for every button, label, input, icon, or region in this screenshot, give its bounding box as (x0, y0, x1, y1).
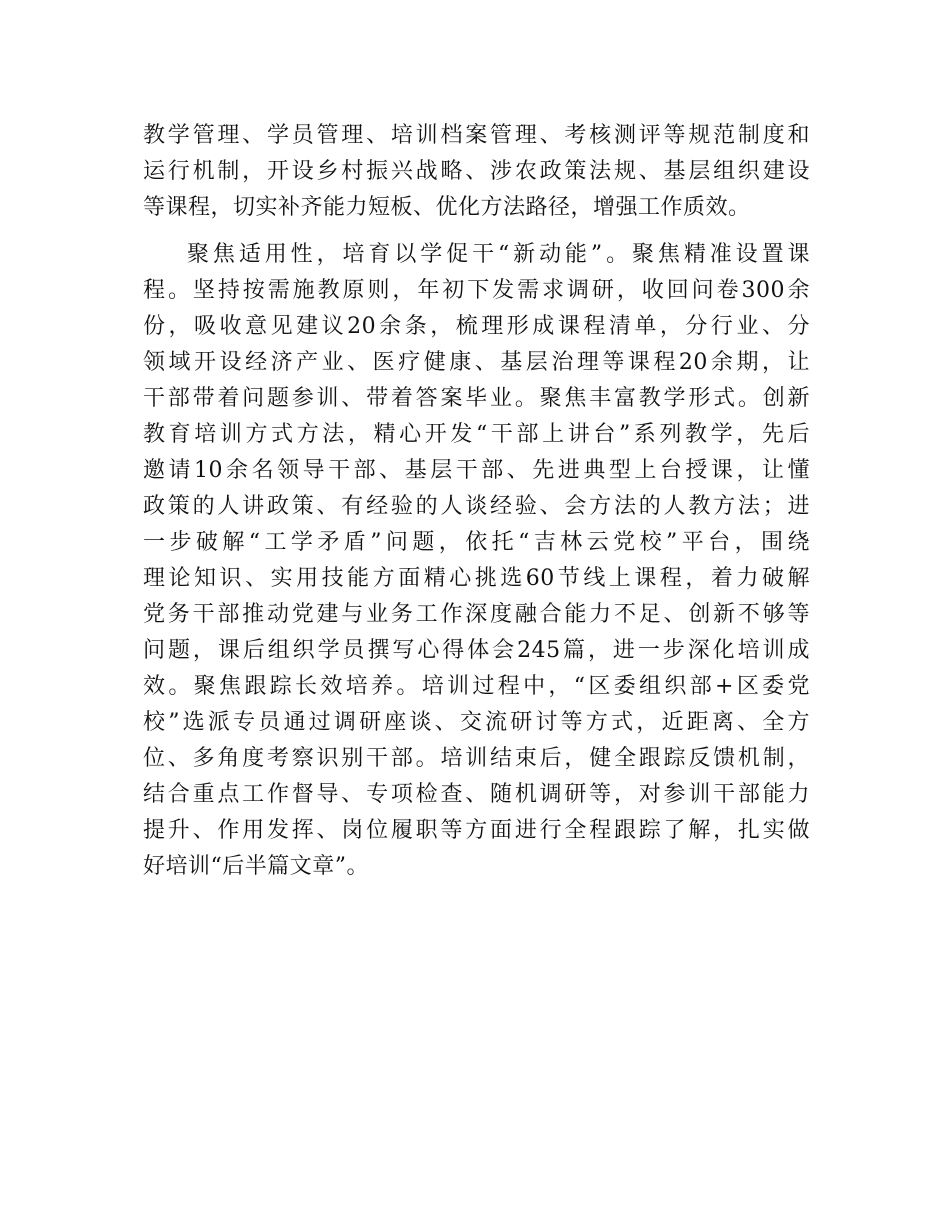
paragraph-line: 份，吸收意见建议20余条，梳理形成课程清单，分行业、分 (143, 314, 810, 339)
paragraph-line: 问题，课后组织学员撰写心得体会245篇，进一步深化培训成 (143, 638, 810, 663)
paragraph-2 (143, 237, 810, 885)
paragraph-line: 领域开设经济产业、医疗健康、基层治理等课程20余期，让 (143, 350, 810, 375)
paragraph-line: 干部带着问题参训、带着答案毕业。聚焦丰富教学形式。创新 (143, 386, 810, 411)
paragraph-line: 好培训“后半篇文章”。 (143, 854, 369, 879)
paragraph-line: 效。聚焦跟踪长效培养。培训过程中，“区委组织部+区委党 (143, 674, 810, 699)
paragraph-line: 等课程，切实补齐能力短板、优化方法路径，增强工作质效。 (143, 195, 751, 220)
paragraph-line: 位、多角度考察识别干部。培训结束后，健全跟踪反馈机制， (143, 746, 810, 771)
paragraph-line: 结合重点工作督导、专项检查、随机调研等，对参训干部能力 (143, 782, 810, 807)
paragraph-line: 运行机制，开设乡村振兴战略、涉农政策法规、基层组织建设 (143, 159, 810, 184)
paragraph-1 (143, 118, 810, 226)
paragraph-line: 政策的人讲政策、有经验的人谈经验、会方法的人教方法；进 (143, 494, 810, 519)
paragraph-line: 教学管理、学员管理、培训档案管理、考核测评等规范制度和 (143, 123, 810, 148)
paragraph-line: 党务干部推动党建与业务工作深度融合能力不足、创新不够等 (143, 602, 810, 627)
paragraph-line: 邀请10余名领导干部、基层干部、先进典型上台授课，让懂 (143, 458, 810, 483)
paragraph-line: 一步破解“工学矛盾”问题，依托“吉林云党校”平台，围绕 (143, 530, 810, 555)
paragraph-line: 教育培训方式方法，精心开发“干部上讲台”系列教学，先后 (143, 422, 810, 447)
paragraph-line: 理论知识、实用技能方面精心挑选60节线上课程，着力破解 (143, 566, 810, 591)
paragraph-line: 聚焦适用性，培育以学促干“新动能”。聚焦精准设置课 (187, 242, 810, 267)
paragraph-line: 程。坚持按需施教原则，年初下发需求调研，收回问卷300余 (143, 278, 810, 303)
paragraph-line: 提升、作用发挥、岗位履职等方面进行全程跟踪了解，扎实做 (143, 818, 810, 843)
paragraph-line: 校”选派专员通过调研座谈、交流研讨等方式，近距离、全方 (143, 710, 810, 735)
